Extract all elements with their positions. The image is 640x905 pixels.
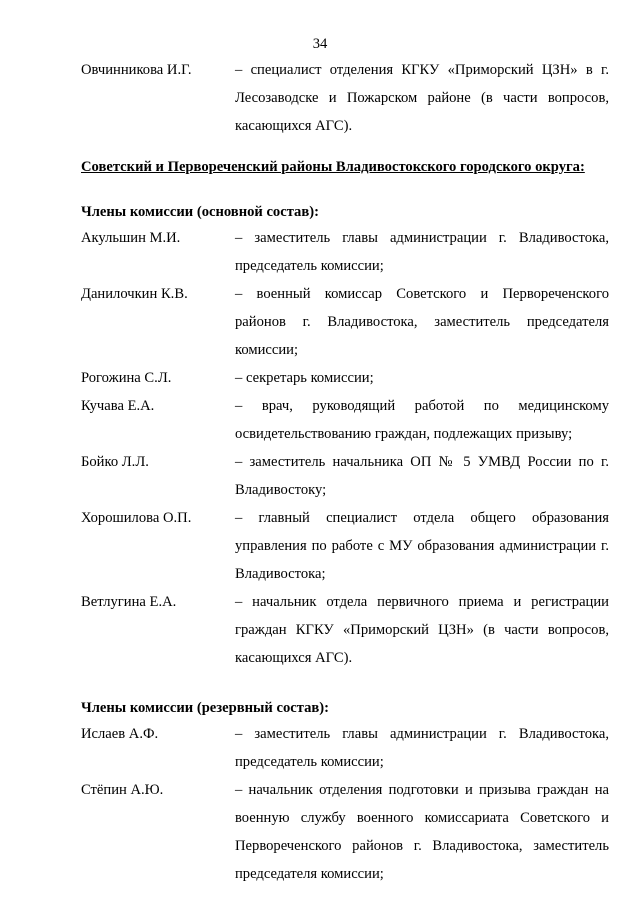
page-number: 34 [312, 36, 328, 52]
member-entry [81, 364, 609, 392]
member-entry [81, 504, 609, 588]
member-role: – заместитель главы администрации г. Владивостока, председатель комиссии; [235, 230, 609, 274]
section-title: Советский и Первореченский районы Владивостокского городского округа: [81, 159, 585, 175]
member-name: Хорошилова О.П. [81, 510, 192, 526]
member-role: – военный комиссар Советского и Первореченского районов г. Владивостока, заместитель председателя комиссии; [235, 286, 609, 358]
member-name: Акульшин М.И. [81, 230, 181, 246]
member-role: – начальник отдела первичного приема и регистрации граждан КГКУ «Приморский ЦЗН» (в части вопросов, касающихся АГС). [235, 594, 609, 666]
member-entry [81, 776, 609, 888]
member-role: – заместитель главы администрации г. Владивостока, председатель комиссии; [235, 726, 609, 770]
member-name: Ветлугина Е.А. [81, 594, 177, 610]
member-entry [81, 448, 609, 504]
member-name: Кучава Е.А. [81, 398, 155, 414]
member-role: – заместитель начальника ОП № 5 УМВД России по г. Владивостоку; [235, 454, 609, 498]
member-entry [81, 280, 609, 364]
member-role: – врач, руководящий работой по медицинскому освидетельствованию граждан, подлежащих призыву; [235, 398, 609, 442]
main-composition-heading: Члены комиссии (основной состав): [81, 204, 319, 220]
member-name: Стёпин А.Ю. [81, 782, 164, 798]
member-name: Рогожина С.Л. [81, 370, 172, 386]
document-body [81, 56, 609, 888]
member-entry [81, 720, 609, 776]
member-role: – секретарь комиссии; [235, 370, 374, 386]
member-entry [81, 56, 609, 140]
member-role: – специалист отделения КГКУ «Приморский ЦЗН» в г. Лесозаводске и Пожарском районе (в части вопросов, касающихся АГС). [235, 62, 609, 134]
member-entry [81, 588, 609, 672]
member-role: – начальник отделения подготовки и призыва граждан на военную службу военного комиссариата Советского и Первореченского районов г. Владивостока, заместитель председателя комиссии; [235, 782, 609, 882]
member-role: – главный специалист отдела общего образования управления по работе с МУ образования администрации г. Владивостока; [235, 510, 609, 582]
member-entry [81, 392, 609, 448]
member-name: Данилочкин К.В. [81, 286, 188, 302]
member-name: Овчинникова И.Г. [81, 62, 192, 78]
reserve-composition-heading: Члены комиссии (резервный состав): [81, 700, 329, 716]
member-entry [81, 224, 609, 280]
member-name: Бойко Л.Л. [81, 454, 149, 470]
member-name: Ислаев А.Ф. [81, 726, 159, 742]
